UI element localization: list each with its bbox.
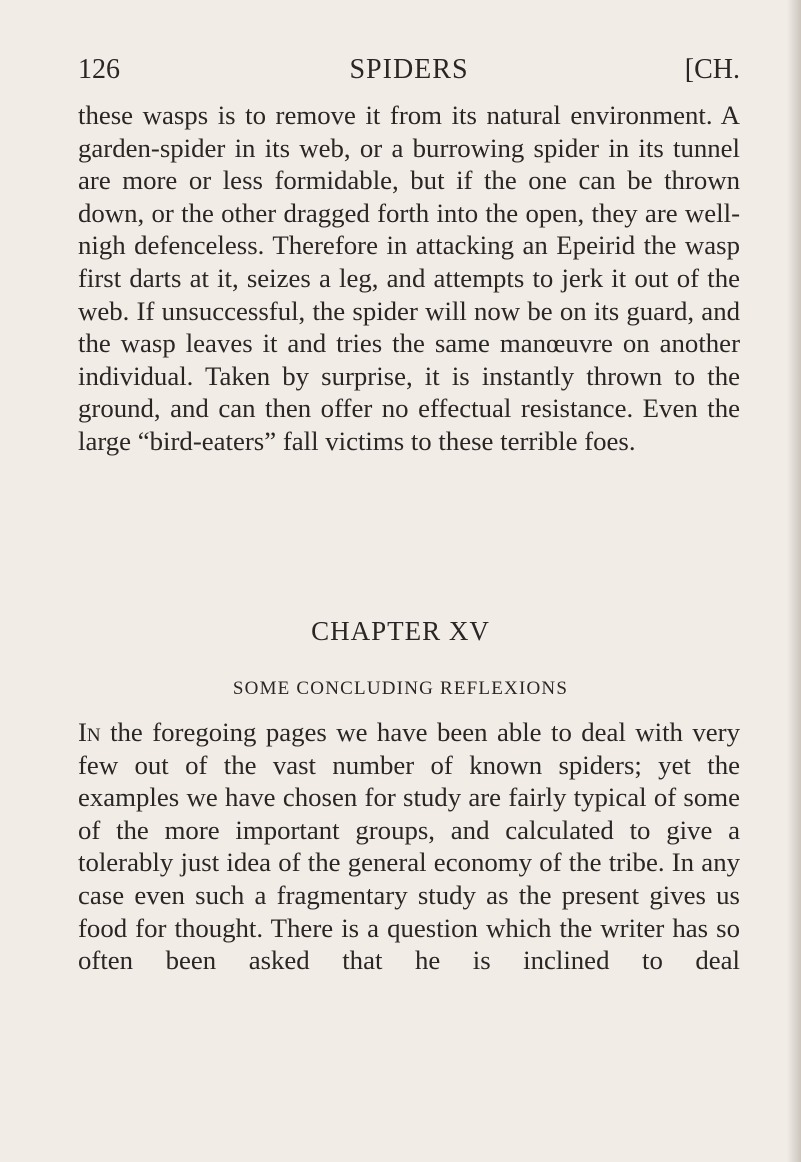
- body-text-top: [78, 99, 740, 458]
- running-title: SPIDERS: [349, 54, 469, 85]
- paragraph-reflexions: [78, 716, 740, 977]
- chapter-reference: [CH.: [684, 54, 740, 85]
- paragraph-lead-in: In: [78, 717, 101, 747]
- page-edge-shadow: [787, 0, 801, 1162]
- paragraph-wasps: these wasps is to remove it from its natural environment. A garden-spider in its web, or a burrowing spider in its tunnel are more or less formidable, but if the one can be thrown down, or the other dragged forth into the open, they are well-nigh defenceless. Therefore in attacking an Epeirid the wasp first darts at it, seizes a leg, and attempts to jerk it out of the web. If unsuccessful, the spider will now be on its guard, and the wasp leaves it and tries the same manœuvre on another individual. Taken by surprise, it is instantly thrown to the ground, and can then offer no effectual resistance. Even the large “bird-eaters” fall victims to these terrible foes.: [78, 100, 740, 456]
- running-head: [78, 52, 740, 88]
- paragraph-reflexions-text: the foregoing pages we have been able to deal with very few out of the vast number of known spiders; yet the examples we have chosen for study are fairly typical of some of the more important groups, and calculated to give a tolerably just idea of the general economy of the tribe. In any case even such a fragmentary study as the present gives us food for thought. There is a question which the writer has so often been asked that he is inclined to deal: [78, 717, 740, 976]
- chapter-subtitle: SOME CONCLUDING REFLEXIONS: [232, 678, 569, 699]
- chapter-heading: CHAPTER XV: [311, 616, 490, 646]
- body-text-bottom: [78, 716, 740, 977]
- page-number: 126: [78, 54, 120, 85]
